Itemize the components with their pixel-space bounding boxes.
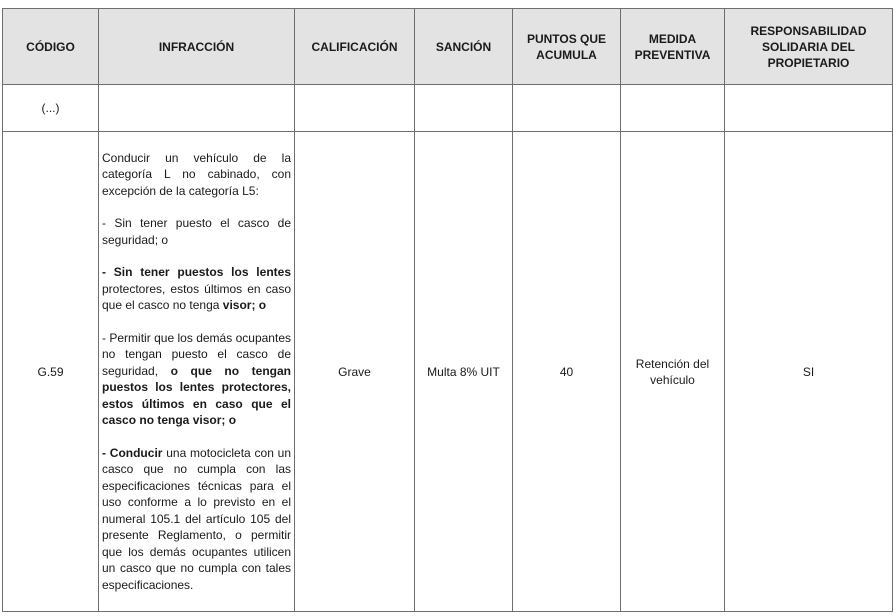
infraccion-p3-bold: - Sin tener puestos los lentes: [102, 265, 291, 280]
cell-empty: [725, 85, 893, 132]
header-infraccion: INFRACCIÓN: [99, 9, 295, 85]
header-calificacion: CALIFICACIÓN: [295, 9, 415, 85]
header-responsabilidad: RESPONSABILIDAD SOLIDARIA DEL PROPIETARIO: [725, 9, 893, 85]
cell-medida-g59: Retención del vehículo: [621, 132, 725, 612]
infraccion-paragraph-2: - Sin tener puesto el casco de seguridad; o: [102, 216, 291, 247]
cell-empty: [295, 85, 415, 132]
infraccion-paragraph-3: [102, 264, 291, 314]
cell-empty: [99, 85, 295, 132]
infraccion-p5-bold: - Conducir: [102, 445, 163, 460]
table-row-ellipsis: [3, 85, 893, 132]
cell-empty: [621, 85, 725, 132]
header-row: [3, 9, 893, 85]
cell-calificacion-g59: Grave: [295, 132, 415, 612]
header-codigo: CÓDIGO: [3, 9, 99, 85]
cell-puntos-g59: 40: [513, 132, 621, 612]
infraccion-p4-normal: - Permitir que los demás ocupantes no tengan puesto el casco de seguridad,: [102, 330, 291, 378]
cell-responsabilidad-g59: SI: [725, 132, 893, 612]
infraccion-p4-bold: o que no tengan puestos los lentes protectores, estos últimos en caso que el casco no tenga visor; o: [102, 363, 291, 428]
cell-codigo-ellipsis: (...): [3, 85, 99, 132]
cell-sancion-g59: Multa 8% UIT: [415, 132, 513, 612]
infraction-table: [2, 8, 893, 612]
header-sancion: SANCIÓN: [415, 9, 513, 85]
cell-infraccion-g59: [99, 132, 295, 612]
cell-empty: [415, 85, 513, 132]
infraccion-paragraph-5: [102, 445, 291, 594]
table-row-g59: [3, 132, 893, 612]
infraccion-p3-bold-end: visor; o: [222, 298, 267, 313]
cell-codigo-g59: G.59: [3, 132, 99, 612]
infraccion-paragraph-4: [102, 330, 291, 429]
infraccion-paragraph-1: Conducir un vehículo de la categoría L no cabinado, con excepción de la categoría L5:: [102, 150, 291, 198]
infraccion-p3-normal: protectores, estos últimos en caso que el casco no tenga: [102, 281, 291, 313]
infraccion-p5-normal: una motocicleta con un casco que no cumpla con las especificaciones técnicas para el uso conforme a lo previsto en el numeral 105.1 del artículo 105 del presente Reglamento, o permitir que los demás ocupantes utilicen un casco que no cumpla con tales especificaciones.: [102, 445, 291, 592]
header-puntos: PUNTOS QUE ACUMULA: [513, 9, 621, 85]
cell-empty: [513, 85, 621, 132]
header-medida: MEDIDA PREVENTIVA: [621, 9, 725, 85]
